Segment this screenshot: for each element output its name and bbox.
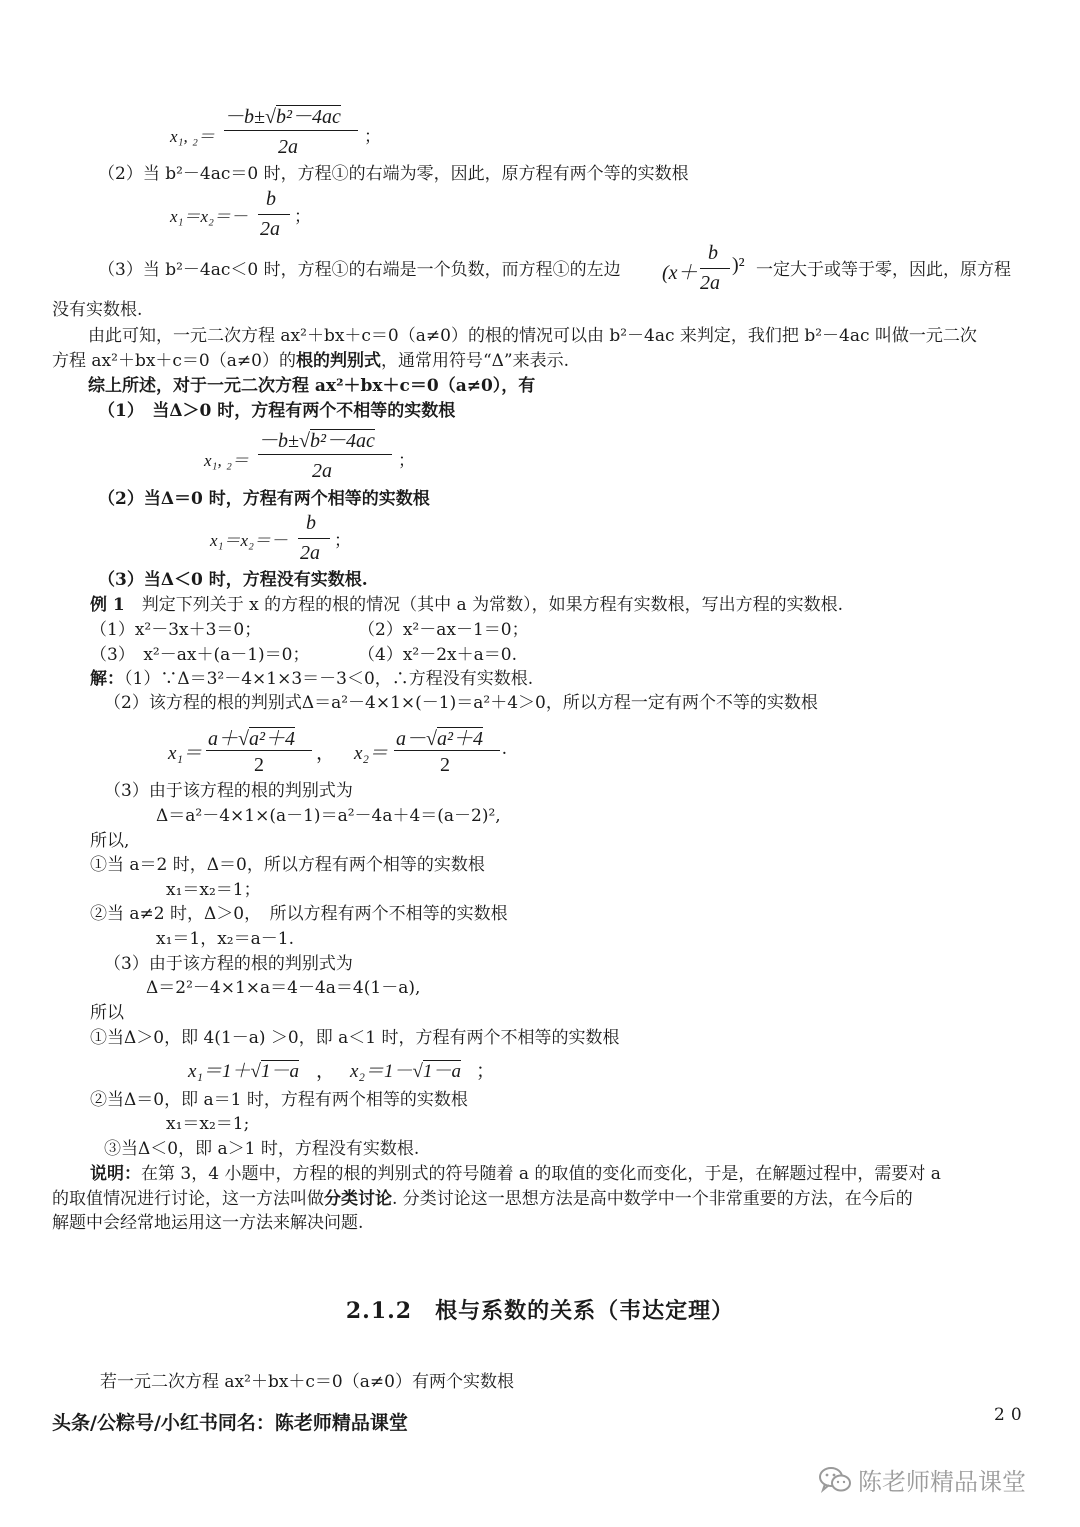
section-title: 2.1.2 根与系数的关系（韦达定理） [345, 1298, 735, 1324]
watermark-text: 陈老师精品课堂 [858, 1468, 1026, 1496]
solution-2: （2）该方程的根的判别式Δ＝a²－4×1×(－1)＝a²＋4＞0，所以方程一定有两个不等的实数根 [104, 693, 818, 713]
semicolon: ； [476, 1061, 496, 1082]
text-case3-a: （3）当 b²－4ac＜0 时，方程①的右端是一个负数，而方程①的左边 [98, 260, 621, 280]
numerator-text: －b± [258, 430, 299, 452]
problem-1: （1）x²－3x＋3＝0； [90, 620, 262, 640]
text-know-1: 由此可知，一元二次方程 ax²＋bx＋c＝0（a≠0）的根的情况可以由 b²－4ac 来判定，我们把 b²－4ac 叫做一元二次 [88, 326, 977, 346]
term-classification: 分类讨论 [324, 1189, 392, 1209]
problem-2: （2）x²－ax－1＝0； [358, 620, 529, 640]
formula-equal-roots-1 [170, 188, 330, 242]
denominator: 2a [312, 460, 332, 482]
example-text: 判定下列关于 x 的方程的根的情况（其中 a 为常数），如果方程有实数根，写出方程的实数根. [141, 595, 843, 615]
formula-lhs: x₁, ₂＝ [204, 451, 249, 470]
text-summary: 综上所述，对于一元二次方程 ax²＋bx＋c＝0（a≠0），有 [88, 376, 536, 396]
text-so-2: 所以 [90, 1003, 124, 1023]
formula-equal-roots-2 [210, 512, 370, 566]
case-delta-positive: ①当Δ＞0，即 4(1－a) ＞0，即 a＜1 时，方程有两个不相等的实数根 [90, 1028, 620, 1048]
radicand: b²－4ac [309, 430, 375, 452]
note-1-text: 在第 3，4 小题中，方程的根的判别式的符号随着 a 的取值的变化而变化，于是，在解题过程中，需要对 a [141, 1164, 941, 1184]
note-2c: . 分类讨论这一思想方法是高中数学中一个非常重要的方法，在今后的 [392, 1189, 913, 1209]
case-a-ne-2: ②当 a≠2 时，Δ＞0， 所以方程有两个不相等的实数根 [90, 904, 508, 924]
text-summary-1: （1） 当Δ＞0 时，方程有两个不相等的实数根 [98, 401, 456, 421]
radicand: 1－a [422, 1061, 461, 1082]
numerator: b [708, 242, 718, 264]
semicolon: ； [364, 127, 381, 146]
formula-roots-sol4 [188, 1054, 508, 1084]
formula-roots-general-2 [204, 424, 434, 486]
separator: ， [316, 1061, 336, 1082]
formula-roots-general-1 [170, 100, 400, 162]
formula-numerator: －b±√b²－4ac [224, 106, 341, 128]
solution-label: 解： [90, 669, 124, 689]
period: . [502, 738, 507, 759]
fraction-bar [224, 130, 358, 131]
solution-3-discriminant: Δ＝a²－4×1×(a－1)＝a²－4a＋4＝(a－2)², [156, 806, 501, 826]
formula-lhs: x₁, ₂＝ [170, 127, 215, 146]
numerator-text: a＋ [208, 728, 238, 750]
denominator-1: 2 [254, 754, 264, 776]
problem-4: （4）x²－2x＋a＝0. [358, 645, 517, 665]
text-know-2a: 方程 ax²＋bx＋c＝0（a≠0）的 [52, 351, 296, 371]
page-number: 20 [994, 1405, 1028, 1425]
text-case2: （2）当 b²－4ac＝0 时，方程①的右端为零，因此，原方程有两个等的实数根 [98, 164, 689, 184]
semicolon: ； [398, 451, 415, 470]
numerator-text: a－ [396, 728, 426, 750]
note-1 [90, 1162, 941, 1186]
fraction-bar [298, 538, 330, 539]
problem-3: （3） x²－ax＋(a－1)＝0； [90, 645, 310, 665]
radicand: 1－a [260, 1061, 299, 1082]
radicand: b²－4ac [275, 106, 341, 128]
radicand: a²＋4 [436, 728, 483, 750]
solution-4: （3）由于该方程的根的判别式为 [104, 954, 353, 974]
case-delta-zero: ②当Δ＝0，即 a＝1 时，方程有两个相等的实数根 [90, 1090, 468, 1110]
text-so-1: 所以, [90, 831, 130, 851]
denominator: 2a [700, 272, 720, 294]
numerator-1: a＋√a²＋4 [208, 728, 295, 750]
wechat-icon [818, 1465, 852, 1495]
numerator: b [266, 188, 276, 210]
paren-open: (x＋ [662, 262, 698, 284]
text-know-2c: ，通常用符号“Δ”来表示. [380, 351, 570, 371]
note-label: 说明： [90, 1164, 141, 1184]
numerator: b [306, 512, 316, 534]
formula-lhs: x₁＝x₂＝－ [210, 531, 288, 550]
denominator: 2a [260, 218, 280, 240]
term-discriminant: 根的判别式 [295, 351, 381, 371]
note-2 [52, 1187, 913, 1211]
text-summary-3: （3）当Δ＜0 时，方程没有实数根. [98, 570, 368, 590]
semicolon: ； [334, 531, 351, 550]
solution-4-discriminant: Δ＝2²－4×1×a＝4－4a＝4(1－a), [146, 978, 421, 998]
fraction-bar [258, 454, 392, 455]
formula-roots-sol2 [168, 720, 528, 782]
formula-numerator: －b±√b²－4ac [258, 430, 375, 452]
numerator-2: a－√a²＋4 [396, 728, 483, 750]
note-2a: 的取值情况进行讨论，这一方法叫做 [52, 1189, 324, 1209]
x2-lhs: x₂＝ [354, 743, 389, 764]
case-delta-negative: ③当Δ＜0，即 a＞1 时，方程没有实数根. [104, 1139, 420, 1159]
formula-lhs: x₁＝x₂＝－ [170, 207, 248, 226]
semicolon: ； [294, 207, 311, 226]
denominator: 2a [300, 542, 320, 564]
note-3: 解题中会经常地运用这一方法来解决问题. [52, 1213, 364, 1233]
watermark [818, 1462, 1026, 1497]
solution-1-text: （1）∵Δ＝3²－4×1×3＝－3＜0，∴方程没有实数根. [124, 669, 534, 689]
fraction-bar [700, 268, 730, 269]
footer-credit: 头条/公粽号/小红书同名：陈老师精品课堂 [52, 1412, 408, 1434]
case-a-ne-2-roots: x₁＝1，x₂＝a－1. [156, 929, 294, 949]
comma: ， [316, 743, 336, 764]
numerator-text: －b± [224, 106, 265, 128]
paren-close: )² [732, 254, 745, 276]
fraction-bar [258, 214, 290, 215]
solution-1 [90, 667, 533, 691]
case-a-eq-2-roots: x₁＝x₂＝1； [166, 880, 261, 900]
text-summary-2: （2）当Δ＝0 时，方程有两个相等的实数根 [98, 489, 430, 509]
text-case3-b: 一定大于或等于零，因此，原方程 [756, 260, 1011, 280]
x1-lhs: x₁＝ [168, 743, 203, 764]
text-example-1 [90, 593, 843, 617]
solution-3: （3）由于该方程的根的判别式为 [104, 781, 353, 801]
text-last: 若一元二次方程 ax²＋bx＋c＝0（a≠0）有两个实数根 [100, 1372, 514, 1392]
fraction-bar-2 [394, 750, 500, 751]
root-2-text: x₂＝1－ [350, 1061, 413, 1082]
root-1-text: x₁＝1＋ [188, 1061, 251, 1082]
root-1: x₁＝1＋√1－a [188, 1061, 299, 1082]
text-know-2 [52, 349, 569, 373]
fraction-bar-1 [206, 750, 312, 751]
example-label: 例 1 [90, 595, 125, 615]
case-a-eq-2: ①当 a＝2 时，Δ＝0，所以方程有两个相等的实数根 [90, 855, 485, 875]
root-2: x₂＝1－√1－a [350, 1061, 461, 1082]
denominator-2: 2 [440, 754, 450, 776]
denominator: 2a [278, 136, 298, 158]
case-delta-zero-roots: x₁＝x₂＝1; [166, 1114, 250, 1134]
radicand: a²＋4 [248, 728, 295, 750]
text-case3-c: 没有实数根. [52, 300, 143, 320]
